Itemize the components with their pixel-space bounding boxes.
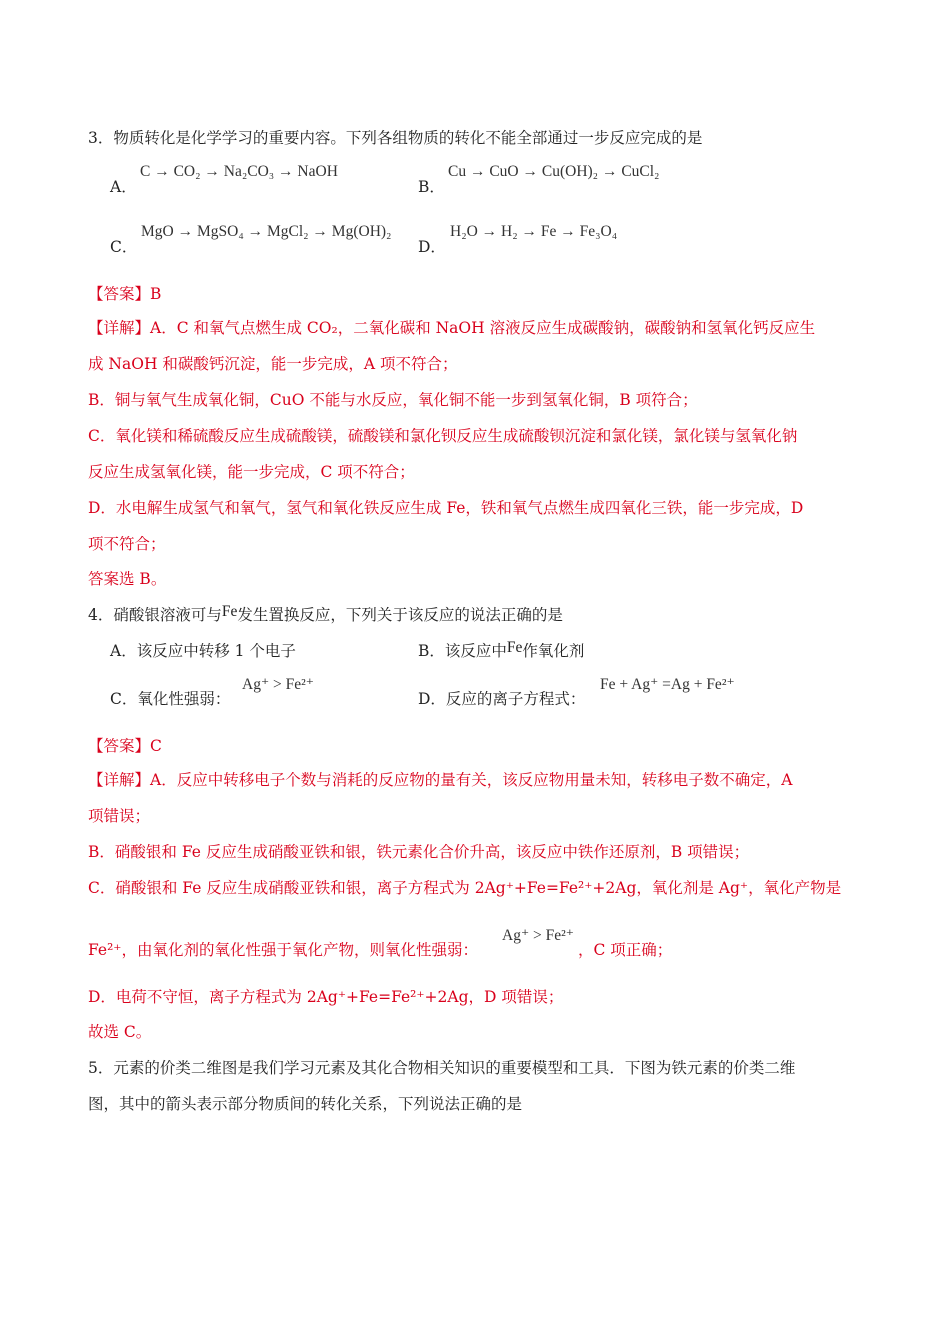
q4-option-b-post: 作氧化剂: [522, 642, 585, 660]
q4-detail-line-6: D．电荷不守恒，离子方程式为 2Ag⁺+Fe=Fe²⁺+2Ag，D 项错误；: [88, 988, 564, 1006]
q3-conclusion: 答案选 B。: [88, 570, 167, 588]
q3-option-d-formula: H₂O → H₂ → Fe → Fe₃O₄: [450, 223, 618, 240]
q4-option-b: [418, 640, 584, 663]
q3-option-b-formula: Cu → CuO → Cu(OH)₂ → CuCl₂: [448, 163, 660, 180]
q3-option-c-letter: C．: [110, 238, 138, 256]
q3-answer: 【答案】B: [88, 285, 162, 303]
q3-option-d-letter: D．: [418, 238, 446, 256]
q4-option-b-fe: Fe: [506, 639, 523, 656]
q4-option-a: A．该反应中转移 1 个电子: [110, 642, 296, 660]
q4-stem-post: 发生置换反应，下列关于该反应的说法正确的是: [237, 606, 563, 624]
q4-option-c: C．氧化性强弱：: [110, 690, 231, 708]
q4-detail-line-5-formula: Ag⁺ > Fe²⁺: [502, 927, 574, 944]
q4-option-b-pre: B．该反应中: [418, 642, 507, 660]
q4-detail-line-1: 【详解】A．反应中转移电子个数与消耗的反应物的量有关，该反应物用量未知，转移电子数不确定，A: [88, 771, 793, 789]
q4-conclusion: 故选 C。: [88, 1023, 152, 1041]
q3-option-a-letter: A．: [110, 178, 137, 196]
q3-detail-line-1: 【详解】A．C 和氧气点燃生成 CO₂，二氧化碳和 NaOH 溶液反应生成碳酸钠，碳酸钠和氢氧化钙反应生: [88, 319, 816, 337]
q4-stem-pre: 4．硝酸银溶液可与: [88, 606, 222, 624]
q4-detail-line-5-post: ，C 项正确；: [577, 941, 673, 959]
q4-detail-line-4: C．硝酸银和 Fe 反应生成硝酸亚铁和银，离子方程式为 2Ag⁺+Fe=Fe²⁺+2Ag，氧化剂是 Ag⁺，氧化产物是: [88, 879, 842, 897]
q3-detail-line-4: C．氧化镁和稀硫酸反应生成硫酸镁，硫酸镁和氯化钡反应生成硫酸钡沉淀和氯化镁，氯化镁与氢氧化钠: [88, 427, 798, 445]
q4-option-d-formula: Fe + Ag⁺ =Ag + Fe²⁺: [600, 676, 735, 693]
q3-stem: 3．物质转化是化学学习的重要内容。下列各组物质的转化不能全部通过一步反应完成的是: [88, 129, 703, 147]
q4-detail-line-5-pre: Fe²⁺，由氧化剂的氧化性强于氧化产物，则氧化性强弱：: [88, 941, 478, 959]
q4-stem: [88, 604, 563, 627]
q4-answer: 【答案】C: [88, 737, 162, 755]
q3-detail-line-7: 项不符合；: [88, 535, 166, 553]
q4-option-d: D．反应的离子方程式：: [418, 690, 586, 708]
q4-detail-line-2: 项错误；: [88, 807, 151, 825]
q3-option-a-formula: C → CO₂ → Na₂CO₃ → NaOH: [140, 163, 338, 180]
q3-detail-line-3: B．铜与氧气生成氧化铜，CuO 不能与水反应，氧化铜不能一步到氢氧化铜，B 项符合；: [88, 391, 698, 409]
q3-detail-line-6: D．水电解生成氢气和氧气，氢气和氧化铁反应生成 Fe，铁和氧气点燃生成四氧化三铁，能一步完成，D: [88, 499, 804, 517]
q5-stem-line-1: 5．元素的价类二维图是我们学习元素及其化合物相关知识的重要模型和工具．下图为铁元素的价类二维: [88, 1059, 796, 1077]
q4-detail-line-5: [88, 939, 672, 961]
q3-detail-line-2: 成 NaOH 和碳酸钙沉淀，能一步完成，A 项不符合；: [88, 355, 458, 373]
q4-stem-fe: Fe: [221, 603, 238, 620]
q3-detail-line-5: 反应生成氢氧化镁，能一步完成，C 项不符合；: [88, 463, 415, 481]
q5-stem-line-2: 图，其中的箭头表示部分物质间的转化关系，下列说法正确的是: [88, 1095, 523, 1113]
q3-option-c-formula: MgO → MgSO₄ → MgCl₂ → Mg(OH)₂: [141, 223, 392, 240]
q4-option-c-formula: Ag⁺ > Fe²⁺: [242, 676, 314, 693]
q4-detail-line-3: B．硝酸银和 Fe 反应生成硝酸亚铁和银，铁元素化合价升高，该反应中铁作还原剂，B 项错误；: [88, 843, 750, 861]
q3-option-b-letter: B．: [418, 178, 445, 196]
